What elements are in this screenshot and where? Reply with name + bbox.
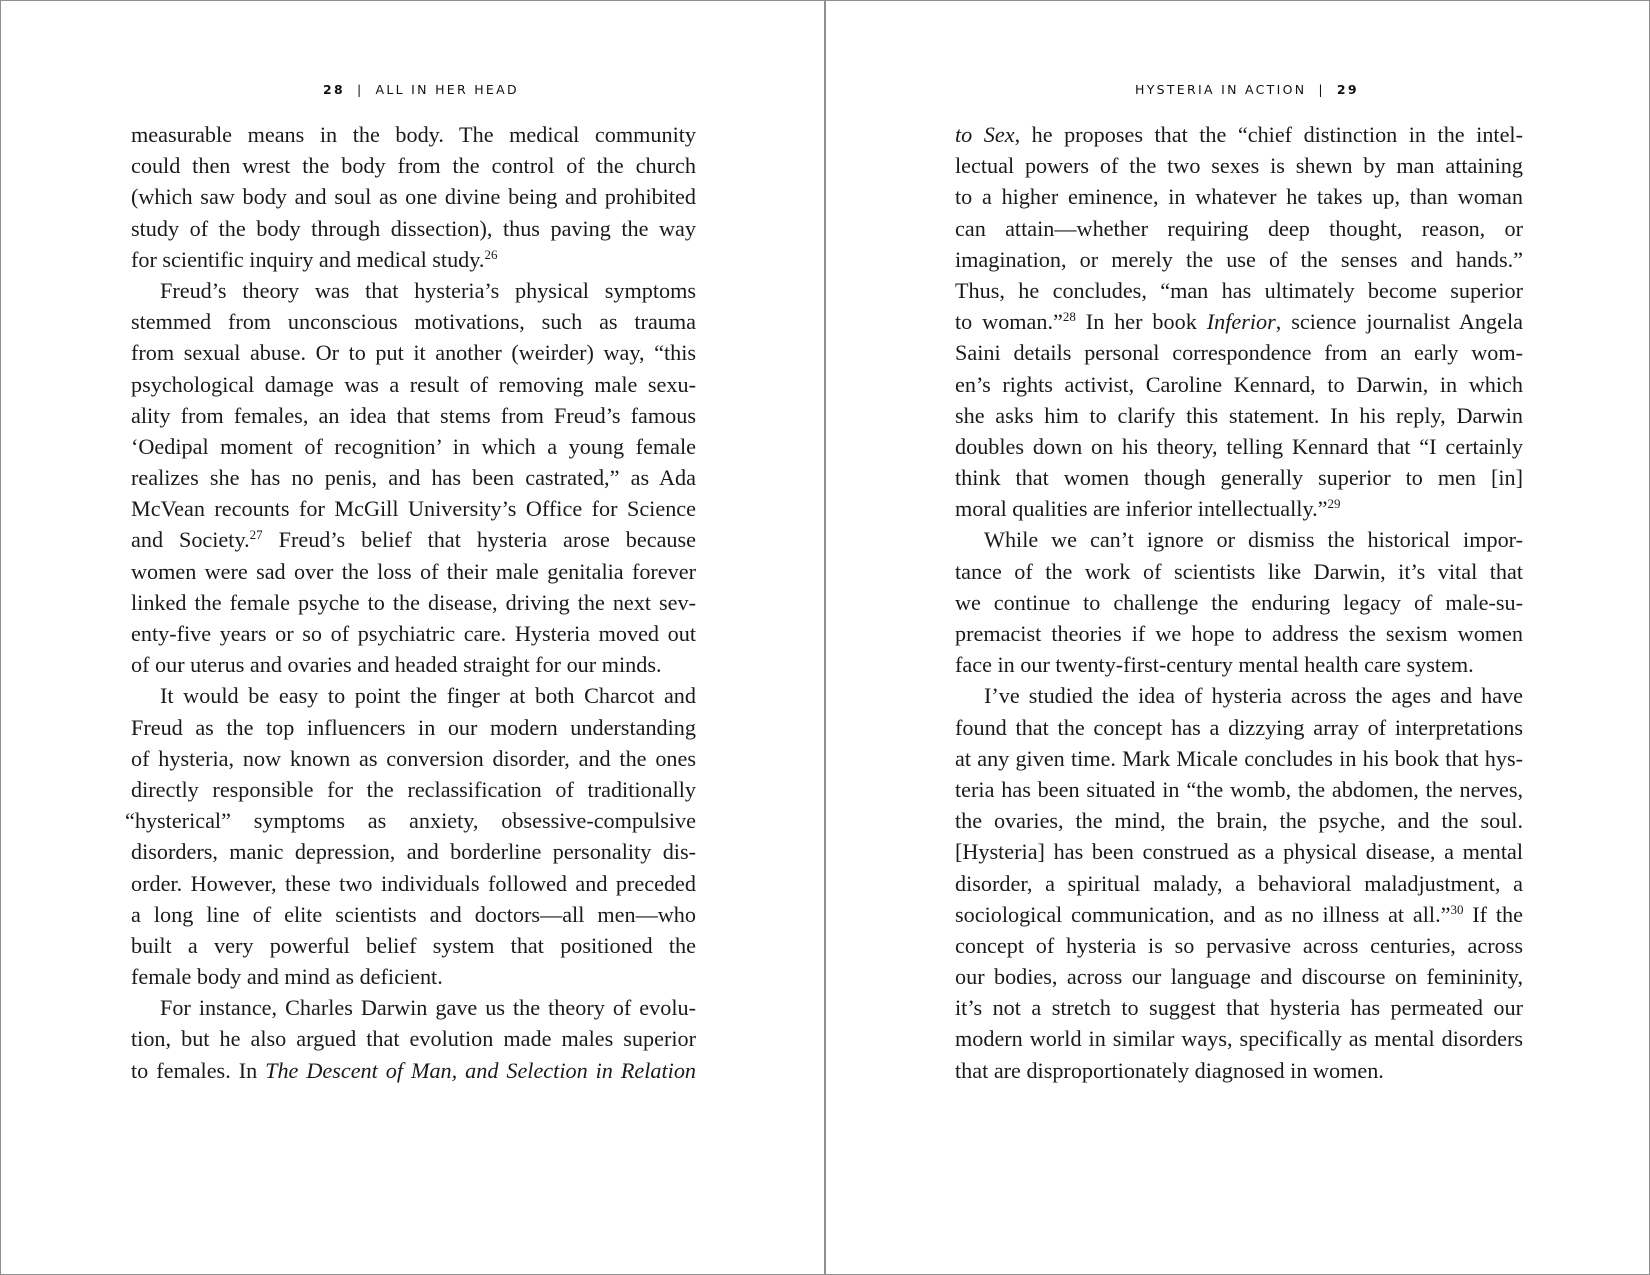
text-run: face in our twenty-first-century mental health care system. [955, 652, 1474, 678]
italic-title: Inferior [1206, 309, 1276, 335]
text-run: I’ve studied the idea of hysteria across the ages and have [984, 683, 1523, 709]
text-line [131, 431, 696, 462]
text-run: we continue to challenge the enduring legacy of male-su- [955, 589, 1523, 615]
text-run: moral qualities are inferior intellectually.” [955, 496, 1328, 522]
text-run: While we can’t ignore or dismiss the historical impor- [984, 527, 1523, 553]
text-line [955, 400, 1523, 431]
text-line [131, 275, 696, 306]
text-run: doubles down on his theory, telling Kennard that “I certainly [955, 433, 1523, 459]
text-run: Freud’s belief that hysteria arose because [262, 527, 696, 553]
text-run: ality from females, an idea that stems from Freud’s famous [131, 402, 696, 428]
text-line [955, 275, 1523, 306]
text-line [131, 244, 696, 275]
text-line [955, 899, 1523, 930]
text-line [955, 805, 1523, 836]
chapter-title: HYSTERIA IN ACTION [1135, 82, 1307, 97]
text-run: concept of hysteria is so pervasive across centuries, across [955, 932, 1523, 958]
text-run: think that women though generally superior to men [in] [955, 465, 1523, 491]
text-run: [Hysteria] has been construed as a physical disease, a mental [955, 839, 1523, 865]
text-run: our bodies, across our language and discourse on femininity, [955, 964, 1523, 990]
text-run: for scientific inquiry and medical study. [131, 246, 485, 272]
right-body-text [955, 119, 1523, 1086]
text-line [131, 400, 696, 431]
footnote-ref: 29 [1327, 496, 1341, 512]
text-run: tance of the work of scientists like Darwin, it’s vital that [955, 558, 1523, 584]
text-line [955, 649, 1523, 680]
header-separator: | [1318, 82, 1325, 97]
text-line [955, 1023, 1523, 1054]
text-run: (which saw body and soul as one divine being and prohibited [131, 184, 696, 210]
book-title: ALL IN HER HEAD [375, 82, 519, 97]
text-run: Thus, he concludes, “man has ultimately become superior [955, 277, 1523, 303]
text-line [131, 961, 696, 992]
text-run: tion, but he also argued that evolution made males superior [131, 1026, 696, 1052]
text-run: modern world in similar ways, specifically as mental disorders [955, 1026, 1523, 1052]
text-line [955, 181, 1523, 212]
text-line [955, 868, 1523, 899]
text-line [131, 899, 696, 930]
header-separator: | [357, 82, 364, 97]
text-line [955, 213, 1523, 244]
text-line [955, 1055, 1523, 1086]
text-run: study of the body through dissection), thus paving the way [131, 215, 696, 241]
footnote-ref: 26 [484, 246, 498, 262]
text-run: at any given time. Mark Micale concludes in his book that hys- [955, 745, 1523, 771]
text-line [955, 774, 1523, 805]
right-page [826, 0, 1650, 1275]
right-running-head [1135, 82, 1359, 97]
text-run: linked the female psyche to the disease, driving the next sev- [131, 589, 696, 615]
text-line [955, 836, 1523, 867]
text-line [955, 992, 1523, 1023]
text-run: McVean recounts for McGill University’s Office for Science [131, 496, 696, 522]
text-run: , science journalist Angela [1275, 309, 1523, 335]
text-run: sociological communication, and as no illness at all.” [955, 901, 1451, 927]
text-run: disorders, manic depression, and borderline personality dis- [131, 839, 696, 865]
text-run: For instance, Charles Darwin gave us the theory of evolu- [160, 995, 696, 1021]
text-run: , he proposes that the “chief distinction in the intel- [1014, 122, 1523, 147]
text-run: imagination, or merely the use of the senses and hands.” [955, 246, 1523, 272]
page-number: 29 [1336, 82, 1359, 97]
text-run: order. However, these two individuals followed and preceded [131, 870, 696, 896]
text-line [955, 431, 1523, 462]
text-line [131, 462, 696, 493]
text-run: If the [1463, 901, 1523, 927]
text-run: to a higher eminence, in whatever he takes up, than woman [955, 184, 1523, 210]
text-run: psychological damage was a result of removing male sexu- [131, 371, 696, 397]
text-run: Freud’s theory was that hysteria’s physical symptoms [160, 277, 696, 303]
footnote-ref: 27 [249, 527, 263, 543]
text-run: en’s rights activist, Caroline Kennard, to Darwin, in which [955, 371, 1523, 397]
text-run: to woman.” [955, 309, 1063, 335]
text-run: could then wrest the body from the control of the church [131, 153, 696, 179]
text-line [955, 680, 1523, 711]
text-run: she asks him to clarify this statement. In his reply, Darwin [955, 402, 1523, 428]
text-run: Saini details personal correspondence from an early wom- [955, 340, 1523, 366]
page-number: 28 [323, 82, 345, 97]
text-run: measurable means in the body. The medical community [131, 122, 696, 147]
text-line [125, 805, 696, 836]
text-line [131, 618, 696, 649]
text-run: It would be easy to point the finger at both Charcot and [160, 683, 696, 709]
text-line [955, 587, 1523, 618]
text-run: disorder, a spiritual malady, a behavioral maladjustment, a [955, 870, 1523, 896]
text-run: found that the concept has a dizzying array of interpretations [955, 714, 1523, 740]
text-line [955, 493, 1523, 524]
text-run: stemmed from unconscious motivations, such as trauma [131, 309, 696, 335]
text-line [131, 743, 696, 774]
text-line [131, 774, 696, 805]
text-run: a long line of elite scientists and doctors—all men—who [131, 901, 696, 927]
text-line [955, 306, 1523, 337]
text-run: lectual powers of the two sexes is shewn by man attaining [955, 153, 1523, 179]
text-run: of our uterus and ovaries and headed straight for our minds. [131, 652, 662, 678]
text-line [955, 150, 1523, 181]
left-body-text [125, 119, 697, 1086]
text-run: the ovaries, the mind, the brain, the psyche, and the soul. [955, 808, 1523, 834]
text-run: it’s not a stretch to suggest that hysteria has permeated our [955, 995, 1523, 1021]
text-run: can attain—whether requiring deep thought, reason, or [955, 215, 1523, 241]
text-line [131, 712, 696, 743]
text-run: enty-five years or so of psychiatric care. Hysteria moved out [131, 621, 696, 646]
text-line [955, 930, 1523, 961]
text-line [955, 618, 1523, 649]
text-line [131, 680, 696, 711]
text-line [131, 524, 696, 555]
text-line [131, 930, 696, 961]
text-line [131, 493, 696, 524]
text-line [131, 992, 696, 1023]
text-run: premacist theories if we hope to address the sexism women [955, 621, 1523, 646]
text-run: to females. In [131, 1057, 266, 1083]
text-line [131, 306, 696, 337]
text-run: realizes she has no penis, and has been castrated,” as Ada [131, 465, 696, 491]
text-run: women were sad over the loss of their male genitalia forever [131, 558, 696, 584]
text-line [955, 712, 1523, 743]
text-line [131, 119, 696, 150]
text-line [131, 369, 696, 400]
text-run: from sexual abuse. Or to put it another (weirder) way, “this [131, 340, 696, 366]
left-page [0, 0, 824, 1275]
footnote-ref: 28 [1062, 309, 1076, 325]
text-run: ‘Oedipal moment of recognition’ in which a young female [131, 433, 696, 459]
footnote-ref: 30 [1450, 901, 1464, 917]
text-line [131, 337, 696, 368]
text-run: “hysterical” symptoms as anxiety, obsessive-compulsive [125, 808, 696, 834]
text-line [131, 1023, 696, 1054]
text-run: directly responsible for the reclassification of traditionally [131, 776, 696, 802]
text-line [955, 244, 1523, 275]
text-line [131, 587, 696, 618]
text-line [955, 337, 1523, 368]
text-run: built a very powerful belief system that positioned the [131, 932, 696, 958]
text-line [955, 119, 1523, 150]
text-run: In her book [1075, 309, 1207, 335]
text-line [131, 556, 696, 587]
text-run: female body and mind as deficient. [131, 964, 443, 990]
text-line [131, 836, 696, 867]
text-line [131, 868, 696, 899]
italic-title: The Descent of Man, and Selection in Relation [265, 1057, 697, 1083]
text-line [955, 961, 1523, 992]
text-run: teria has been situated in “the womb, the abdomen, the nerves, [955, 776, 1523, 802]
text-run: that are disproportionately diagnosed in women. [955, 1057, 1384, 1083]
text-line [131, 181, 696, 212]
text-run: of hysteria, now known as conversion disorder, and the ones [131, 745, 696, 771]
text-line [131, 213, 696, 244]
text-line [955, 524, 1523, 555]
text-line [955, 556, 1523, 587]
italic-title: to Sex [955, 122, 1015, 147]
text-line [131, 150, 696, 181]
text-run: and Society. [131, 527, 250, 553]
text-line [955, 369, 1523, 400]
text-line [131, 649, 696, 680]
left-running-head [323, 82, 519, 97]
text-line [955, 743, 1523, 774]
text-line [955, 462, 1523, 493]
text-run: Freud as the top influencers in our modern understanding [131, 714, 696, 740]
text-line [131, 1055, 696, 1086]
